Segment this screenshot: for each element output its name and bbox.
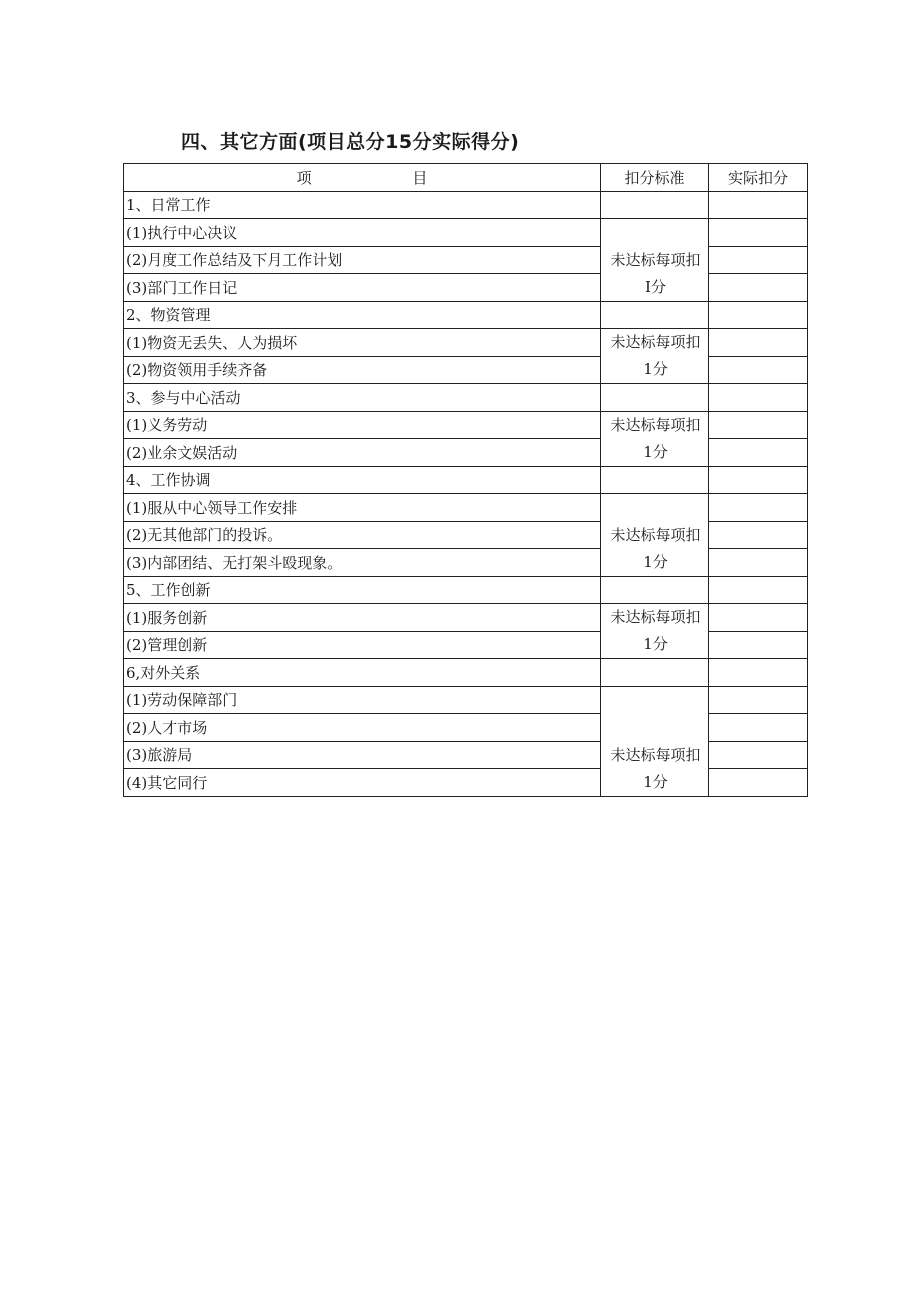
standard-cell-empty <box>601 466 709 494</box>
actual-score-cell[interactable] <box>709 329 808 357</box>
table-row <box>124 329 808 357</box>
actual-score-cell[interactable] <box>709 686 808 714</box>
section-heading: 3、参与中心活动 <box>124 384 601 412</box>
actual-score-cell[interactable] <box>709 769 808 797</box>
item-label: (2)无其他部门的投诉。 <box>124 521 601 549</box>
item-label: (1)物资无丢失、人为损坏 <box>124 329 601 357</box>
deduction-standard <box>601 329 709 384</box>
item-label: (3)部门工作日记 <box>124 274 601 302</box>
standard-line1: 未达标每项扣 <box>610 250 701 269</box>
table-row <box>124 219 808 247</box>
actual-score-cell[interactable] <box>709 439 808 467</box>
standard-cell-empty <box>601 384 709 412</box>
item-label: (2)管理创新 <box>124 631 601 659</box>
item-label: (2)物资领用手续齐备 <box>124 356 601 384</box>
header-standard: 扣分标准 <box>601 164 709 192</box>
standard-line2: 1分 <box>643 635 668 653</box>
section-row <box>124 384 808 412</box>
actual-score-cell[interactable] <box>709 466 808 494</box>
actual-score-cell[interactable] <box>709 631 808 659</box>
actual-score-cell[interactable] <box>709 191 808 219</box>
actual-score-cell[interactable] <box>709 741 808 769</box>
actual-score-cell[interactable] <box>709 246 808 274</box>
standard-line1: 未达标每项扣 <box>610 415 701 434</box>
header-actual: 实际扣分 <box>709 164 808 192</box>
table-row <box>124 494 808 522</box>
deduction-standard <box>601 219 709 302</box>
item-label: (4)其它同行 <box>124 769 601 797</box>
actual-score-cell[interactable] <box>709 384 808 412</box>
actual-score-cell[interactable] <box>709 604 808 632</box>
standard-line2: 1分 <box>643 772 668 791</box>
standard-cell-empty <box>601 576 709 604</box>
section-heading: 2、物资管理 <box>124 301 601 329</box>
actual-score-cell[interactable] <box>709 301 808 329</box>
item-label: (3)旅游局 <box>124 741 601 769</box>
deduction-standard <box>601 411 709 466</box>
header-item: 项 目 <box>124 164 601 192</box>
table-row <box>124 411 808 439</box>
deduction-standard <box>601 686 709 796</box>
item-label: (1)服从中心领导工作安排 <box>124 494 601 522</box>
actual-score-cell[interactable] <box>709 549 808 577</box>
scoring-table <box>123 163 808 797</box>
standard-cell-empty <box>601 659 709 687</box>
deduction-standard <box>601 494 709 577</box>
standard-line2: 1分 <box>643 360 668 378</box>
standard-line1: 未达标每项扣 <box>610 745 701 764</box>
actual-score-cell[interactable] <box>709 714 808 742</box>
standard-line2: I分 <box>645 277 666 296</box>
standard-line1: 未达标每项扣 <box>610 333 701 351</box>
standard-line1: 未达标每项扣 <box>610 525 701 544</box>
actual-score-cell[interactable] <box>709 494 808 522</box>
section-row <box>124 576 808 604</box>
actual-score-cell[interactable] <box>709 659 808 687</box>
item-label: (2)人才市场 <box>124 714 601 742</box>
section-title: 四、其它方面(项目总分15分实际得分) <box>181 131 520 153</box>
item-label: (1)执行中心决议 <box>124 219 601 247</box>
item-label: (3)内部团结、无打架斗殴现象。 <box>124 549 601 577</box>
actual-score-cell[interactable] <box>709 219 808 247</box>
item-label: (2)月度工作总结及下月工作计划 <box>124 246 601 274</box>
standard-cell-empty <box>601 301 709 329</box>
actual-score-cell[interactable] <box>709 356 808 384</box>
deduction-standard <box>601 604 709 659</box>
actual-score-cell[interactable] <box>709 411 808 439</box>
actual-score-cell[interactable] <box>709 576 808 604</box>
item-label: (1)义务劳动 <box>124 411 601 439</box>
section-heading: 1、日常工作 <box>124 191 601 219</box>
section-heading: 4、工作协调 <box>124 466 601 494</box>
section-row <box>124 466 808 494</box>
table-header-row <box>124 164 808 192</box>
item-label: (1)服务创新 <box>124 604 601 632</box>
section-row <box>124 659 808 687</box>
standard-cell-empty <box>601 191 709 219</box>
standard-line2: 1分 <box>643 552 668 571</box>
actual-score-cell[interactable] <box>709 274 808 302</box>
standard-line1: 未达标每项扣 <box>610 608 701 626</box>
item-label: (1)劳动保障部门 <box>124 686 601 714</box>
table-row <box>124 604 808 632</box>
section-heading: 6,对外关系 <box>124 659 601 687</box>
section-heading: 5、工作创新 <box>124 576 601 604</box>
section-row <box>124 191 808 219</box>
table-row <box>124 686 808 714</box>
actual-score-cell[interactable] <box>709 521 808 549</box>
item-label: (2)业余文娱活动 <box>124 439 601 467</box>
section-row <box>124 301 808 329</box>
standard-line2: 1分 <box>643 442 668 461</box>
